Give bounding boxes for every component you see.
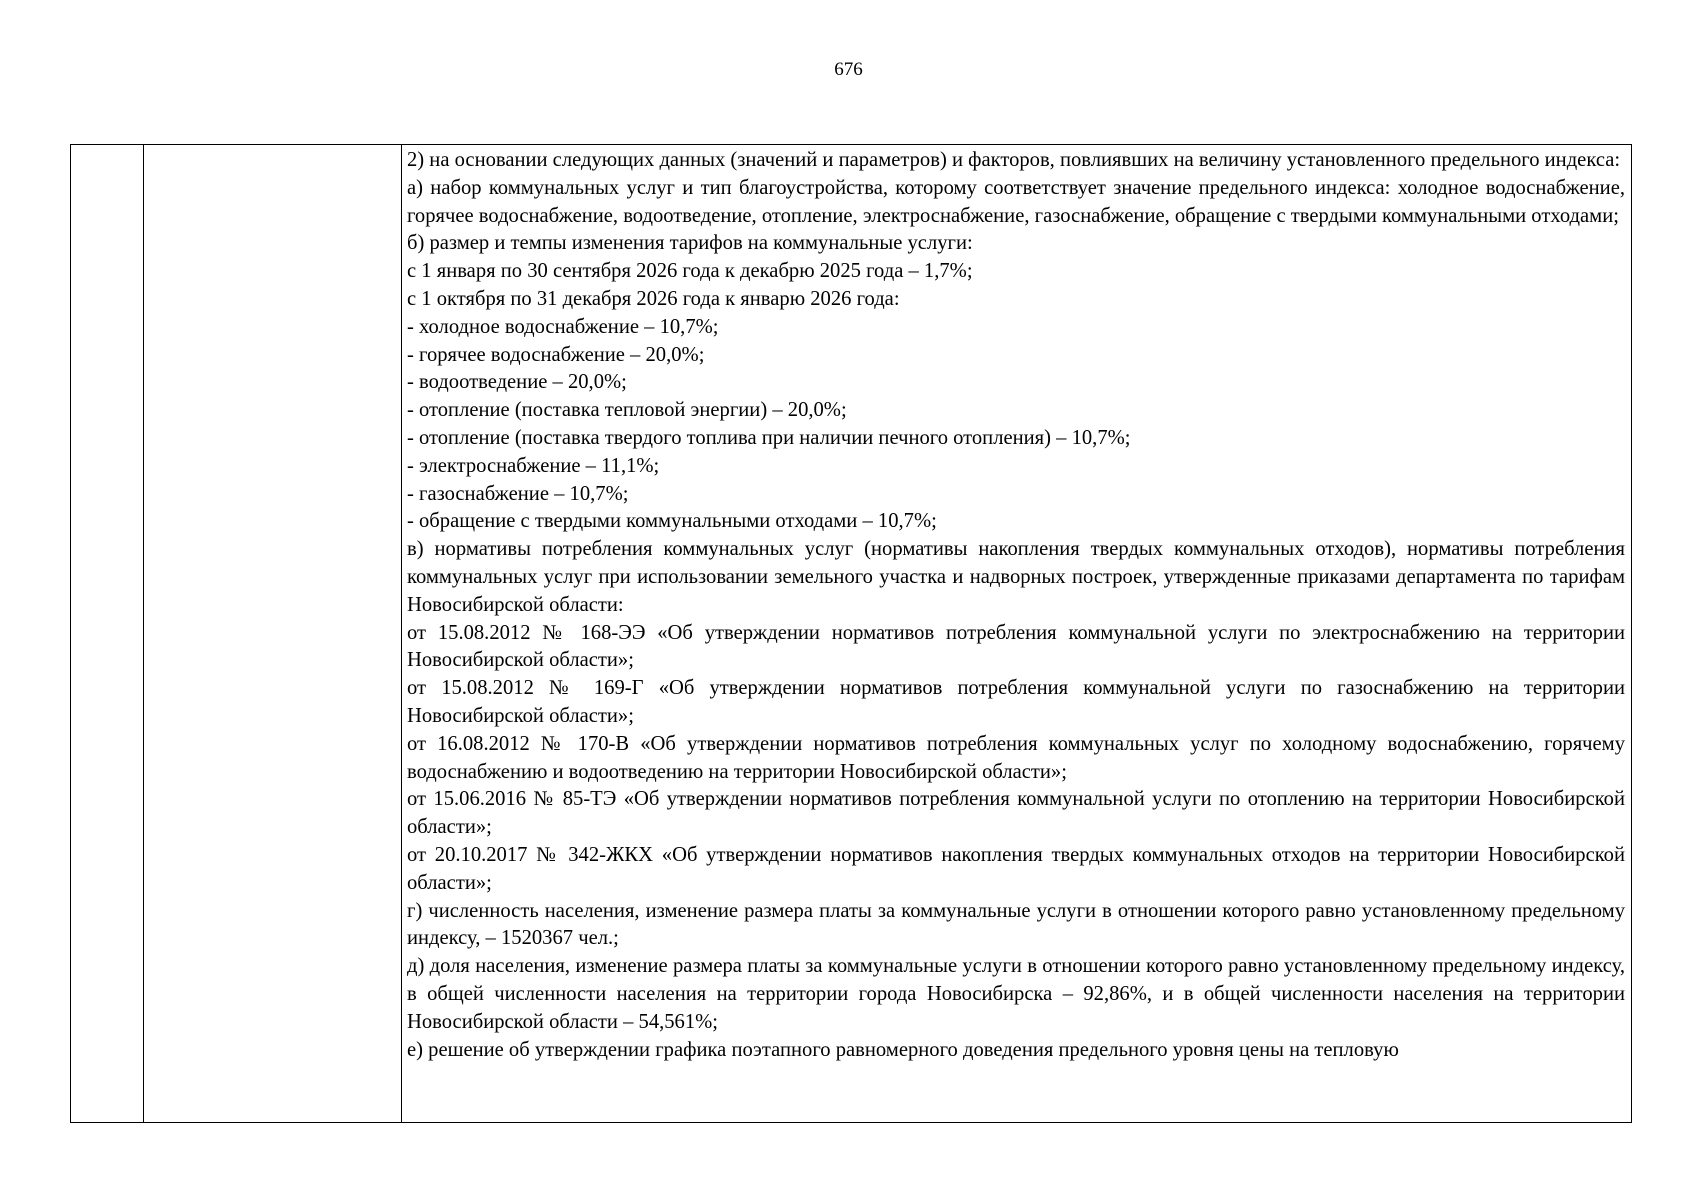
- table-cell-content: [407, 147, 1625, 1064]
- list-item: - водоотведение – 20,0%;: [407, 371, 627, 394]
- document-table: [70, 144, 1632, 1123]
- order-reference: от 16.08.2012 № 170-В «Об утверждении нормативов потребления коммунальных услуг по холодному водоснабжению, горячему водоснабжению и водоотведению на территории Новосибирской области»;: [407, 732, 1625, 783]
- paragraph: с 1 октября по 31 декабря 2026 года к январю 2026 года:: [407, 287, 900, 310]
- order-reference: от 15.08.2012 № 169-Г «Об утверждении нормативов потребления коммунальной услуги по газоснабжению на территории Новосибирской области»;: [407, 677, 1625, 727]
- order-reference: от 15.06.2016 № 85-ТЭ «Об утверждении нормативов потребления коммунальной услуги по отоплению на территории Новосибирской области»;: [407, 788, 1625, 839]
- paragraph: а) набор коммунальных услуг и тип благоустройства, которому соответствует значение предельного индекса: холодное водоснабжение, горячее водоснабжение, водоотведение, отопление, электроснабжение, газоснабжение, обращение с твердыми коммунальными отходами;: [407, 176, 1625, 227]
- column-divider-1: [143, 145, 144, 1122]
- column-divider-2: [401, 145, 402, 1122]
- paragraph: б) размер и темпы изменения тарифов на коммунальные услуги:: [407, 232, 973, 255]
- paragraph: в) нормативы потребления коммунальных услуг (нормативы накопления твердых коммунальных отходов), нормативы потребления коммунальных услуг при использовании земельного участка и надворных построек, утвержденные приказами департамента по тарифам Новосибирской области:: [407, 538, 1625, 616]
- page-number: 676: [834, 59, 863, 80]
- list-item: - отопление (поставка твердого топлива при наличии печного отопления) – 10,7%;: [407, 426, 1131, 449]
- list-item: - обращение с твердыми коммунальными отходами – 10,7%;: [407, 510, 937, 533]
- paragraph: 2) на основании следующих данных (значений и параметров) и факторов, повлиявших на величину установленного предельного индекса:: [407, 149, 1621, 171]
- order-reference: от 20.10.2017 № 342-ЖКХ «Об утверждении нормативов накопления твердых коммунальных отходов на территории Новосибирской области»;: [407, 843, 1625, 894]
- paragraph: с 1 января по 30 сентября 2026 года к декабрю 2025 года – 1,7%;: [407, 260, 973, 283]
- list-item: - горячее водоснабжение – 20,0%;: [407, 343, 705, 366]
- paragraph: г) численность населения, изменение размера платы за коммунальные услуги в отношении которого равно установленному предельному индексу, – 1520367 чел.;: [407, 899, 1625, 950]
- paragraph: д) доля населения, изменение размера платы за коммунальные услуги в отношении которого равно установленному предельному индексу, в общей численности населения на территории города Новосибирска – 92,86%, и в общей численности населения на территории Новосибирской области – 54,561%;: [407, 955, 1625, 1033]
- order-reference: от 15.08.2012 № 168-ЭЭ «Об утверждении нормативов потребления коммунальной услуги по электроснабжению на территории Новосибирской области»;: [407, 621, 1625, 672]
- list-item: - электроснабжение – 11,1%;: [407, 454, 660, 477]
- paragraph: е) решение об утверждении графика поэтапного равномерного доведения предельного уровня цены на тепловую: [407, 1038, 1399, 1061]
- list-item: - холодное водоснабжение – 10,7%;: [407, 315, 719, 338]
- list-item: - отопление (поставка тепловой энергии) – 20,0%;: [407, 399, 847, 422]
- list-item: - газоснабжение – 10,7%;: [407, 482, 629, 505]
